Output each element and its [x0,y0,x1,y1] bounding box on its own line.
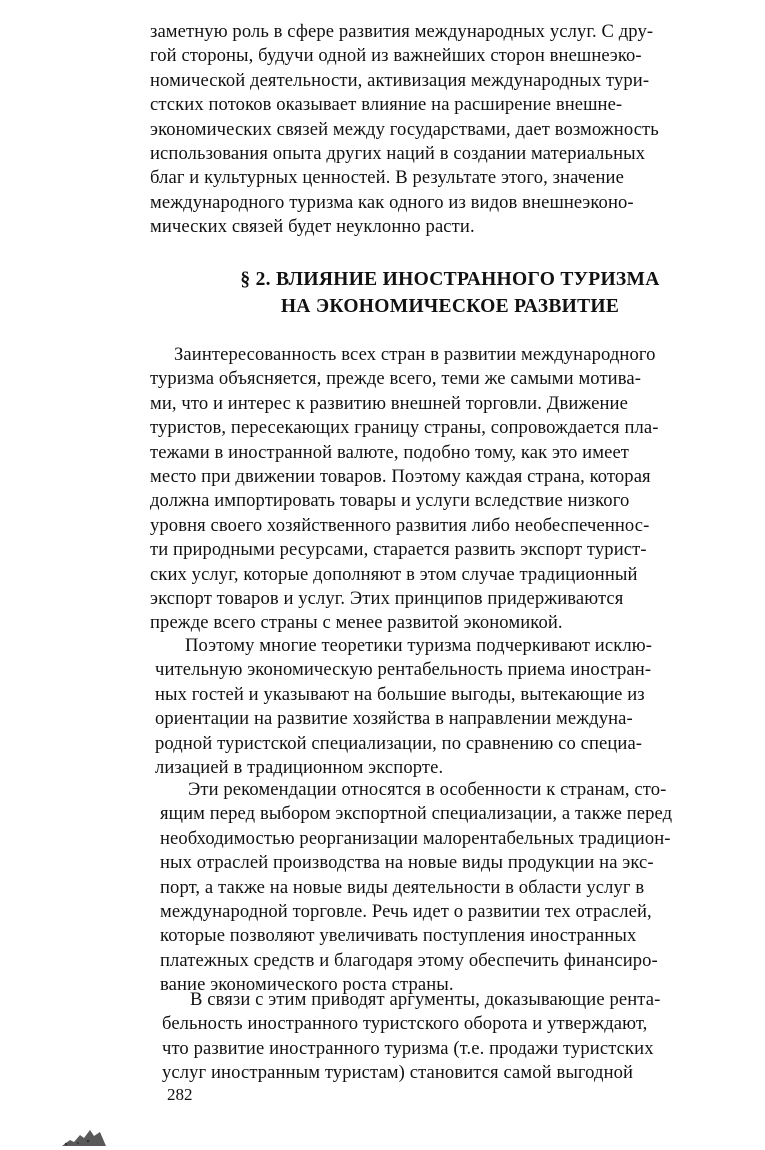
section-heading-line: НА ЭКОНОМИЧЕСКОЕ РАЗВИТИЕ [280,296,620,317]
text-line: экономических связей между государствами, дает возможность [150,118,659,140]
text-line: международного туризма как одного из видов внешнеэконо- [150,191,634,213]
text-line: ских услуг, которые дополняют в этом случае традиционный [150,563,638,585]
text-line: тежами в иностранной валюте, подобно тому, как это имеет [150,441,630,463]
text-line: использования опыта других наций в создании материальных [150,143,646,165]
paragraph-1 [150,343,746,636]
text-line: чительную экономическую рентабельность приема иностран- [155,659,652,681]
text-line: Заинтересованность всех стран в развитии международного [174,344,656,365]
text-line: ящим перед выбором экспортной специализации, а также перед [160,803,673,825]
text-line: порт, а также на новые виды деятельности в области услуг в [160,876,645,898]
scan-smudge [60,1126,108,1148]
text-line: туристов, пересекающих границу страны, сопровождается пла- [150,417,659,439]
text-line: прежде всего страны с менее развитой экономикой. [150,612,563,634]
text-line: лизацией в традиционном экспорте. [155,757,444,779]
text-line: Поэтому многие теоретики туризма подчеркивают исклю- [185,635,653,656]
text-line: туризма объясняется, прежде всего, теми же самыми мотива- [150,368,642,390]
text-line: уровня своего хозяйственного развития либо необеспеченнос- [150,514,650,536]
text-line: благ и культурных ценностей. В результате этого, значение [150,167,624,189]
text-line: ных гостей и указывают на большие выгоды, вытекающие из [155,683,645,705]
text-line: мических связей будет неуклонно расти. [150,216,475,238]
text-line: которые позволяют увеличивать поступления иностранных [160,925,637,947]
paragraph-3 [160,778,750,998]
paragraph-4 [162,988,750,1086]
text-line: ти природными ресурсами, старается развить экспорт турист- [150,539,647,561]
text-line: ми, что и интерес к развитию внешней торговли. Движение [150,392,628,414]
section-heading [150,266,750,320]
page-number: 282 [167,1085,193,1104]
text-line: услуг иностранным туристам) становится самой выгодной [162,1062,634,1084]
text-line: международной торговле. Речь идет о развитии тех отраслей, [160,901,652,923]
text-line: экспорт товаров и услуг. Этих принципов придерживаются [150,588,624,610]
section-heading-line: § 2. ВЛИЯНИЕ ИНОСТРАННОГО ТУРИЗМА [240,269,660,290]
text-line: ориентации на развитие хозяйства в направлении междуна- [155,708,633,730]
paragraph-2 [155,634,747,780]
text-line: должна импортировать товары и услуги вследствие низкого [150,490,630,512]
text-line: В связи с этим приводят аргументы, доказывающие рента- [190,989,661,1010]
intro-paragraph [150,20,746,240]
text-line: заметную роль в сфере развития международных услуг. С дру- [150,21,654,42]
text-line: вание экономического роста страны. [160,974,454,996]
text-line: гой стороны, будучи одной из важнейших сторон внешнеэко- [150,45,642,67]
text-line: что развитие иностранного туризма (т.е. продажи туристских [162,1037,654,1059]
text-line: Эти рекомендации относятся в особенности к странам, сто- [188,779,667,800]
text-line: бельность иностранного туристского оборота и утверждают, [162,1013,648,1035]
text-line: место при движении товаров. Поэтому каждая страна, которая [150,466,651,488]
text-line: стских потоков оказывает влияние на расширение внешне- [150,94,623,116]
text-line: родной туристской специализации, по сравнению со специа- [155,732,643,754]
text-line: номической деятельности, активизация международных тури- [150,69,650,91]
text-line: ных отраслей производства на новые виды продукции на экс- [160,852,654,874]
text-line: платежных средств и благодаря этому обеспечить финансиро- [160,949,658,971]
text-line: необходимостью реорганизации малорентабельных традицион- [160,827,671,849]
